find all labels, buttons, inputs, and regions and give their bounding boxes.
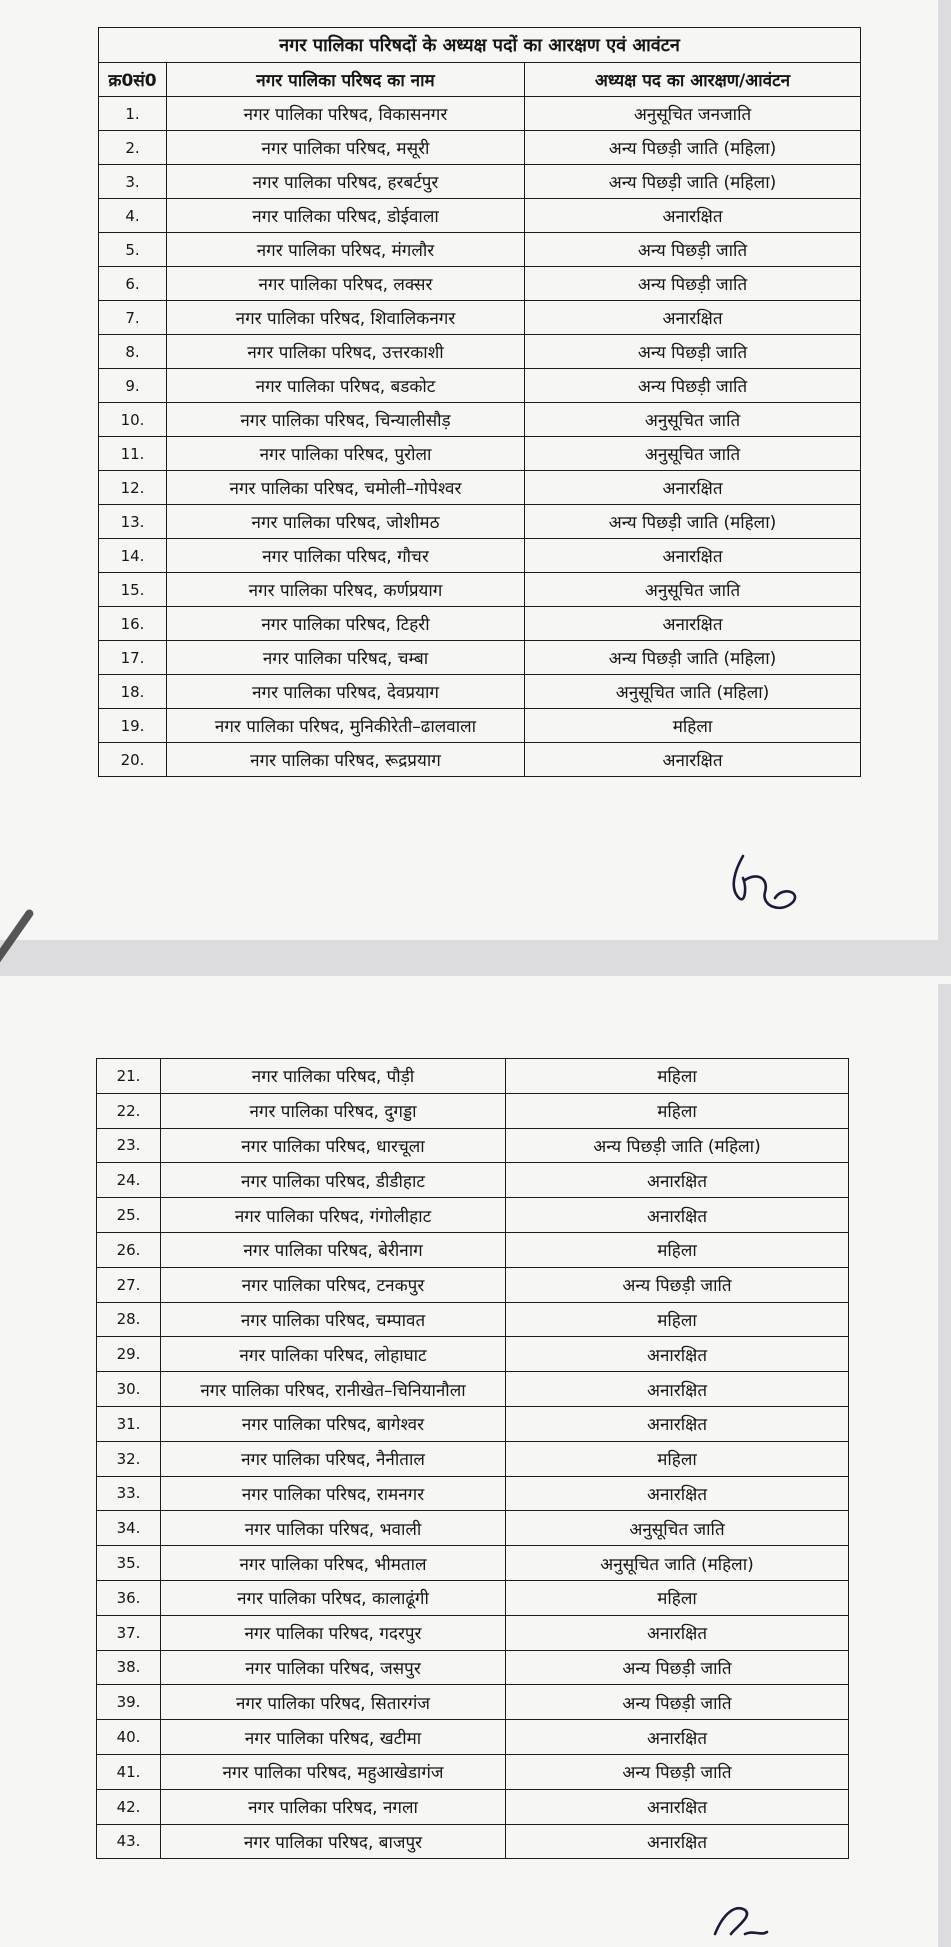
cell-serial-number: 33. (97, 1476, 161, 1511)
cell-serial-number: 16. (99, 607, 167, 641)
cell-reservation: अनुसूचित जनजाति (525, 97, 861, 131)
cell-serial-number: 36. (97, 1580, 161, 1615)
cell-council-name: नगर पालिका परिषद, पौड़ी (161, 1059, 506, 1094)
cell-serial-number: 28. (97, 1302, 161, 1337)
cell-reservation: अनुसूचित जाति (525, 437, 861, 471)
table-row (97, 1372, 849, 1407)
cell-reservation: अन्य पिछड़ी जाति (525, 335, 861, 369)
table-row (99, 743, 861, 777)
cell-reservation: अनुसूचित जाति (506, 1511, 849, 1546)
cell-council-name: नगर पालिका परिषद, टनकपुर (161, 1267, 506, 1302)
table-row (97, 1128, 849, 1163)
table-row (99, 675, 861, 709)
cell-council-name: नगर पालिका परिषद, लक्सर (167, 267, 525, 301)
signature-partial (705, 1894, 775, 1944)
cell-serial-number: 10. (99, 403, 167, 437)
cell-serial-number: 42. (97, 1789, 161, 1824)
table-row (97, 1476, 849, 1511)
table-row (99, 641, 861, 675)
cell-reservation: अनारक्षित (506, 1337, 849, 1372)
document-page-1 (0, 0, 938, 940)
cell-reservation: अनारक्षित (525, 301, 861, 335)
cell-reservation: अनारक्षित (506, 1163, 849, 1198)
cell-council-name: नगर पालिका परिषद, कालाढूंगी (161, 1580, 506, 1615)
cell-council-name: नगर पालिका परिषद, महुआखेडागंज (161, 1754, 506, 1789)
cell-serial-number: 30. (97, 1372, 161, 1407)
cell-serial-number: 43. (97, 1824, 161, 1859)
cell-council-name: नगर पालिका परिषद, कर्णप्रयाग (167, 573, 525, 607)
table-row (99, 471, 861, 505)
cell-council-name: नगर पालिका परिषद, बागेश्वर (161, 1406, 506, 1441)
cell-council-name: नगर पालिका परिषद, मुनिकीरेती–ढालवाला (167, 709, 525, 743)
cell-serial-number: 9. (99, 369, 167, 403)
cell-serial-number: 12. (99, 471, 167, 505)
table-row (97, 1546, 849, 1581)
table-row (99, 505, 861, 539)
cell-council-name: नगर पालिका परिषद, बाजपुर (161, 1824, 506, 1859)
cell-council-name: नगर पालिका परिषद, नगला (161, 1789, 506, 1824)
table-row (97, 1720, 849, 1755)
cell-reservation: अन्य पिछड़ी जाति (525, 267, 861, 301)
cell-council-name: नगर पालिका परिषद, चम्पावत (161, 1302, 506, 1337)
cell-serial-number: 15. (99, 573, 167, 607)
cell-council-name: नगर पालिका परिषद, पुरोला (167, 437, 525, 471)
cell-serial-number: 17. (99, 641, 167, 675)
cell-reservation: अनुसूचित जाति (525, 573, 861, 607)
cell-council-name: नगर पालिका परिषद, गदरपुर (161, 1615, 506, 1650)
cell-council-name: नगर पालिका परिषद, भवाली (161, 1511, 506, 1546)
cell-serial-number: 41. (97, 1754, 161, 1789)
cell-reservation: अनारक्षित (506, 1615, 849, 1650)
cell-council-name: नगर पालिका परिषद, चिन्यालीसौड़ (167, 403, 525, 437)
cell-reservation: महिला (506, 1441, 849, 1476)
cell-council-name: नगर पालिका परिषद, विकासनगर (167, 97, 525, 131)
cell-council-name: नगर पालिका परिषद, जोशीमठ (167, 505, 525, 539)
cell-serial-number: 2. (99, 131, 167, 165)
cell-reservation: अन्य पिछड़ी जाति (महिला) (525, 165, 861, 199)
cell-council-name: नगर पालिका परिषद, डीडीहाट (161, 1163, 506, 1198)
table-row (97, 1232, 849, 1267)
table-row (99, 131, 861, 165)
cell-council-name: नगर पालिका परिषद, भीमताल (161, 1546, 506, 1581)
table-row (99, 539, 861, 573)
table-row (97, 1163, 849, 1198)
cell-council-name: नगर पालिका परिषद, चमोली–गोपेश्वर (167, 471, 525, 505)
table-row (97, 1267, 849, 1302)
table-row (97, 1441, 849, 1476)
table-row (97, 1406, 849, 1441)
cell-reservation: अन्य पिछड़ी जाति (महिला) (525, 641, 861, 675)
cell-council-name: नगर पालिका परिषद, रामनगर (161, 1476, 506, 1511)
signature-initials (725, 848, 805, 918)
table-row (99, 437, 861, 471)
cell-reservation: अन्य पिछड़ी जाति (506, 1685, 849, 1720)
cell-reservation: अन्य पिछड़ी जाति (महिला) (525, 131, 861, 165)
cell-serial-number: 39. (97, 1685, 161, 1720)
table-row (99, 233, 861, 267)
table-row (97, 1685, 849, 1720)
table-row (97, 1754, 849, 1789)
table-row (97, 1824, 849, 1859)
cell-council-name: नगर पालिका परिषद, लोहाघाट (161, 1337, 506, 1372)
table-title: नगर पालिका परिषदों के अध्यक्ष पदों का आरक्षण एवं आवंटन (99, 28, 861, 63)
table-row (99, 267, 861, 301)
cell-reservation: अनुसूचित जाति (महिला) (506, 1546, 849, 1581)
cell-reservation: अनारक्षित (506, 1476, 849, 1511)
cell-serial-number: 38. (97, 1650, 161, 1685)
cell-reservation: अन्य पिछड़ी जाति (महिला) (525, 505, 861, 539)
table-row (99, 607, 861, 641)
cell-council-name: नगर पालिका परिषद, देवप्रयाग (167, 675, 525, 709)
cell-serial-number: 18. (99, 675, 167, 709)
cell-reservation: महिला (506, 1580, 849, 1615)
cell-serial-number: 19. (99, 709, 167, 743)
table-row (97, 1093, 849, 1128)
cell-reservation: अनुसूचित जाति (525, 403, 861, 437)
table-row (97, 1198, 849, 1233)
header-council-name: नगर पालिका परिषद का नाम (167, 63, 525, 97)
cell-council-name: नगर पालिका परिषद, उत्तरकाशी (167, 335, 525, 369)
cell-reservation: अनारक्षित (506, 1824, 849, 1859)
cell-council-name: नगर पालिका परिषद, टिहरी (167, 607, 525, 641)
cell-council-name: नगर पालिका परिषद, रूद्रप्रयाग (167, 743, 525, 777)
table-row (97, 1580, 849, 1615)
cell-serial-number: 13. (99, 505, 167, 539)
cell-serial-number: 22. (97, 1093, 161, 1128)
cell-serial-number: 21. (97, 1059, 161, 1094)
cell-serial-number: 20. (99, 743, 167, 777)
cell-reservation: अन्य पिछड़ी जाति (महिला) (506, 1128, 849, 1163)
cell-reservation: अनारक्षित (525, 471, 861, 505)
cell-serial-number: 29. (97, 1337, 161, 1372)
cell-reservation: महिला (525, 709, 861, 743)
cell-reservation: अनारक्षित (525, 743, 861, 777)
cell-reservation: अनारक्षित (506, 1198, 849, 1233)
cell-serial-number: 8. (99, 335, 167, 369)
cell-serial-number: 25. (97, 1198, 161, 1233)
table-row (97, 1650, 849, 1685)
cell-serial-number: 40. (97, 1720, 161, 1755)
cell-reservation: अनारक्षित (506, 1406, 849, 1441)
cell-council-name: नगर पालिका परिषद, हरबर्टपुर (167, 165, 525, 199)
table-row (99, 97, 861, 131)
cell-serial-number: 32. (97, 1441, 161, 1476)
cell-serial-number: 1. (99, 97, 167, 131)
reservation-table-page-1 (98, 27, 861, 777)
cell-serial-number: 24. (97, 1163, 161, 1198)
reservation-table-page-2 (96, 1058, 849, 1859)
cell-serial-number: 11. (99, 437, 167, 471)
cell-reservation: अन्य पिछड़ी जाति (525, 233, 861, 267)
cell-reservation: अन्य पिछड़ी जाति (506, 1267, 849, 1302)
cell-serial-number: 31. (97, 1406, 161, 1441)
cell-reservation: महिला (506, 1059, 849, 1094)
cell-serial-number: 3. (99, 165, 167, 199)
cell-serial-number: 4. (99, 199, 167, 233)
cell-serial-number: 5. (99, 233, 167, 267)
cell-reservation: अनारक्षित (525, 199, 861, 233)
cell-reservation: अनारक्षित (525, 607, 861, 641)
cell-council-name: नगर पालिका परिषद, डोईवाला (167, 199, 525, 233)
cell-serial-number: 6. (99, 267, 167, 301)
cell-reservation: अनारक्षित (525, 539, 861, 573)
cell-council-name: नगर पालिका परिषद, मंगलौर (167, 233, 525, 267)
cell-council-name: नगर पालिका परिषद, गंगोलीहाट (161, 1198, 506, 1233)
cell-council-name: नगर पालिका परिषद, रानीखेत–चिनियानौला (161, 1372, 506, 1407)
table-row (99, 165, 861, 199)
cell-council-name: नगर पालिका परिषद, जसपुर (161, 1650, 506, 1685)
cell-reservation: अनुसूचित जाति (महिला) (525, 675, 861, 709)
table-row (97, 1615, 849, 1650)
cell-serial-number: 27. (97, 1267, 161, 1302)
cell-reservation: महिला (506, 1093, 849, 1128)
table-row (99, 403, 861, 437)
cell-council-name: नगर पालिका परिषद, दुगड्डा (161, 1093, 506, 1128)
table-row (97, 1302, 849, 1337)
cell-council-name: नगर पालिका परिषद, गौचर (167, 539, 525, 573)
cell-serial-number: 14. (99, 539, 167, 573)
header-serial-number: क्र0सं0 (99, 63, 167, 97)
cell-reservation: अन्य पिछड़ी जाति (506, 1754, 849, 1789)
table-row (97, 1059, 849, 1094)
cell-council-name: नगर पालिका परिषद, बडकोट (167, 369, 525, 403)
table-row (97, 1337, 849, 1372)
table-row (99, 369, 861, 403)
cell-serial-number: 35. (97, 1546, 161, 1581)
cell-council-name: नगर पालिका परिषद, खटीमा (161, 1720, 506, 1755)
cell-serial-number: 37. (97, 1615, 161, 1650)
cell-reservation: महिला (506, 1232, 849, 1267)
table-row (97, 1789, 849, 1824)
cell-reservation: अनारक्षित (506, 1720, 849, 1755)
cell-council-name: नगर पालिका परिषद, धारचूला (161, 1128, 506, 1163)
cell-reservation: अनारक्षित (506, 1789, 849, 1824)
cell-council-name: नगर पालिका परिषद, चम्बा (167, 641, 525, 675)
table-row (99, 335, 861, 369)
cell-reservation: महिला (506, 1302, 849, 1337)
header-reservation: अध्यक्ष पद का आरक्षण/आवंटन (525, 63, 861, 97)
cell-council-name: नगर पालिका परिषद, बेरीनाग (161, 1232, 506, 1267)
cell-council-name: नगर पालिका परिषद, मसूरी (167, 131, 525, 165)
table-row (99, 301, 861, 335)
table-row (99, 709, 861, 743)
table-row (97, 1511, 849, 1546)
cell-reservation: अन्य पिछड़ी जाति (525, 369, 861, 403)
cell-serial-number: 7. (99, 301, 167, 335)
table-row (99, 573, 861, 607)
cell-council-name: नगर पालिका परिषद, शिवालिकनगर (167, 301, 525, 335)
cell-council-name: नगर पालिका परिषद, सितारगंज (161, 1685, 506, 1720)
cell-serial-number: 23. (97, 1128, 161, 1163)
cell-serial-number: 34. (97, 1511, 161, 1546)
cell-serial-number: 26. (97, 1232, 161, 1267)
table-row (99, 199, 861, 233)
cell-council-name: नगर पालिका परिषद, नैनीताल (161, 1441, 506, 1476)
cell-reservation: अनारक्षित (506, 1372, 849, 1407)
cell-reservation: अन्य पिछड़ी जाति (506, 1650, 849, 1685)
